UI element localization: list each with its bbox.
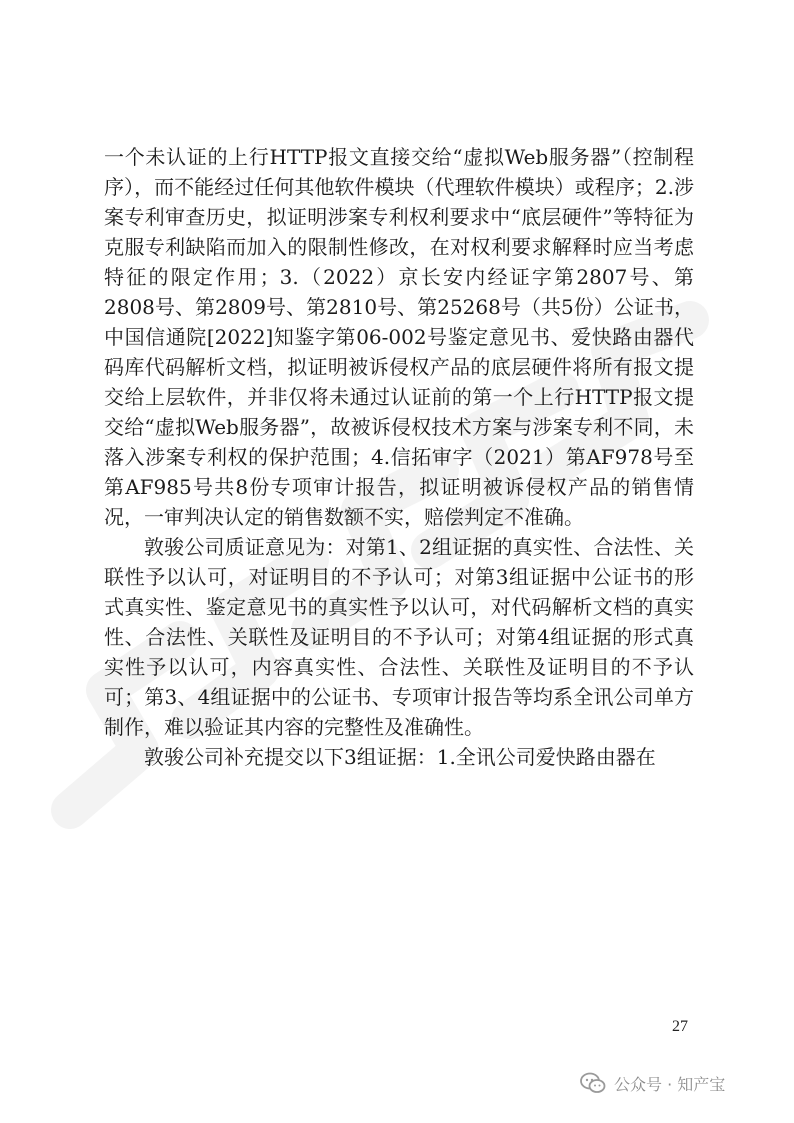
account-label: 公众号 · 知产宝 <box>614 1074 726 1094</box>
body-paragraph: 一个未认证的上行HTTP报文直接交给“虚拟Web服务器”（控制程序），而不能经过任何其他软件模块（代理软件模块）或程序；2.涉案专利审查历史，拟证明涉案专利权利要求中“底层硬件”等特征为克服专利缺陷而加入的限制性修改，在对权利要求解释时应当考虑特征的限定作用；3.（2022）京长安内经证字第2807号、第2808号、第2809号、第2810号、第25268号（共5份）公证书，中国信通院[2022]知鉴字第06-002号鉴定意见书、爱快路由器代码库代码解析文档，拟证明被诉侵权产品的底层硬件将所有报文提交给上层软件，并非仅将未通过认证前的第一个上行HTTP报文提交给“虚拟Web服务器”，故被诉侵权技术方案与涉案专利不同，未落入涉案专利权的保护范围；4.信拓审字（2021）第AF978号至第AF985号共8份专项审计报告，拟证明被诉侵权产品的销售情况，一审判决认定的销售数额不实，赔偿判定不准确。 <box>104 145 694 529</box>
body-paragraph: 敦骏公司质证意见为：对第1、2组证据的真实性、合法性、关联性予以认可，对证明目的不予认可；对第3组证据中公证书的形式真实性、鉴定意见书的真实性予以认可，对代码解析文档的真实性、合法性、关联性及证明目的不予认可；对第4组证据的形式真实性予以认可，内容真实性、合法性、关联性及证明目的不予认可；第3、4组证据中的公证书、专项审计报告等均系全讯公司单方制作，难以验证其内容的完整性及准确性。 <box>104 535 694 739</box>
wechat-official-account-icon <box>580 1071 606 1095</box>
account-credit <box>580 1069 725 1097</box>
page-number: 27 <box>672 1018 688 1035</box>
body-paragraph: 敦骏公司补充提交以下3组证据：1.全讯公司爱快路由器在 <box>144 745 656 769</box>
document-body <box>104 142 694 772</box>
